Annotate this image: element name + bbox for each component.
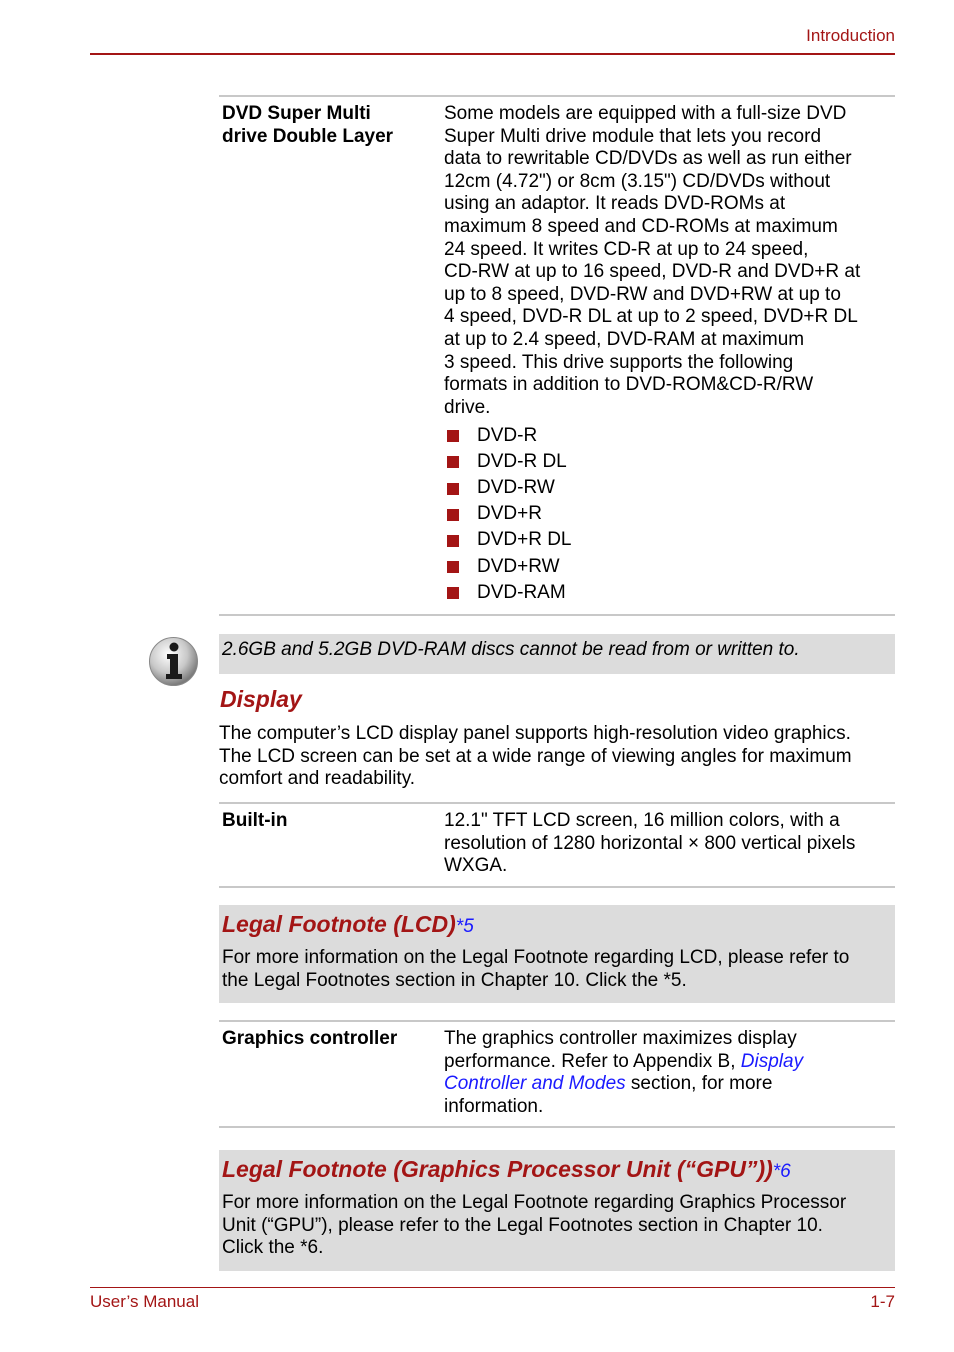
list-item [444,528,890,554]
legal-footnote-body [222,1192,892,1260]
display-paragraph [219,723,899,791]
paragraph-line: The computer’s LCD display panel supports high-resolution video graphics. [219,723,851,744]
legal-body-line: For more information on the Legal Footnote regarding LCD, please refer to [222,947,850,968]
page-number: 1-7 [870,1292,895,1311]
desc-line: 4 speed, DVD-R DL at up to 2 speed, DVD+R DL [444,306,858,328]
footer-rule [90,1287,895,1288]
table-bottom-rule [219,1126,895,1128]
legal-body-line: For more information on the Legal Footnote regarding Graphics Processor [222,1192,847,1213]
desc-line: WXGA. [444,855,508,877]
format-label: DVD+RW [477,555,560,577]
desc-text: section, for more [625,1073,773,1095]
legal-footnote-body [222,947,892,992]
legal-title-text: Legal Footnote (LCD) [222,911,456,937]
legal-title-text: Legal Footnote (Graphics Processor Unit (“GPU”)) [222,1156,773,1182]
square-bullet-icon [447,535,459,547]
spec-term [219,103,444,606]
format-label: DVD-R [477,425,538,447]
display-modes-link[interactable]: Controller and Modes [444,1073,626,1095]
note-box [219,634,895,674]
desc-line: formats in addition to DVD-ROM&CD-R/RW [444,374,814,396]
footnote-ref-link[interactable]: *6 [772,1161,791,1182]
format-label: DVD-R DL [477,451,567,473]
spec-term: Graphics controller [222,1028,398,1049]
desc-line: data to rewritable CD/DVDs as well as run either [444,148,852,170]
header-rule [90,53,895,55]
legal-body-line: the Legal Footnotes section in Chapter 10. Click the *5. [222,969,687,991]
format-label: DVD+R [477,503,542,525]
desc-line: 12cm (4.72") or 8cm (3.15") CD/DVDs without [444,170,831,192]
footnote-ref-link[interactable]: *5 [455,916,474,937]
spec-term: Built-in [222,810,288,831]
desc-line: resolution of 1280 horizontal × 800 vertical pixels [444,832,856,854]
legal-body-line: Click the *6. [222,1237,324,1259]
desc-line: The graphics controller maximizes display [444,1028,797,1049]
table-row [219,804,895,886]
desc-line: using an adaptor. It reads DVD-ROMs at [444,193,786,215]
display-modes-link[interactable]: Display [740,1050,804,1072]
square-bullet-icon [447,509,459,521]
desc-line: at up to 2.4 speed, DVD-RAM at maximum [444,328,805,350]
desc-line [444,1073,890,1096]
spec-description [444,103,890,606]
list-item [444,449,890,475]
desc-line: Super Multi drive module that lets you record [444,125,822,147]
desc-line: Some models are equipped with a full-size DVD [444,103,847,124]
list-item [444,502,890,528]
legal-footnote-lcd-box [219,905,895,1003]
desc-line: 24 speed. It writes CD-R at up to 24 speed, [444,238,809,260]
format-list [444,423,890,606]
square-bullet-icon [447,483,459,495]
desc-line: CD-RW at up to 16 speed, DVD-R and DVD+R at [444,261,861,283]
desc-line [444,1051,890,1074]
graphics-spec-table [219,1020,895,1128]
list-item [444,554,890,580]
square-bullet-icon [447,587,459,599]
format-label: DVD-RW [477,477,555,499]
desc-line: information. [444,1095,544,1117]
legal-body-line: Unit (“GPU”), please refer to the Legal Footnotes section in Chapter 10. [222,1214,823,1236]
builtin-spec-table [219,802,895,888]
desc-line: maximum 8 speed and CD-ROMs at maximum [444,215,838,237]
paragraph-line: comfort and readability. [219,768,416,790]
note-text: 2.6GB and 5.2GB DVD-RAM discs cannot be read from or written to. [222,639,800,660]
table-bottom-rule [219,614,895,616]
format-label: DVD-RAM [477,581,566,603]
table-bottom-rule [219,886,895,888]
format-label: DVD+R DL [477,529,572,551]
list-item [444,423,890,449]
spec-term-line: DVD Super Multi [222,103,371,124]
legal-footnote-gpu-box [219,1150,895,1271]
header-section-title: Introduction [806,26,895,45]
desc-line: drive. [444,396,491,418]
legal-footnote-title [222,1155,892,1186]
paragraph-line: The LCD screen can be set at a wide range of viewing angles for maximum [219,745,852,767]
list-item [444,580,890,606]
list-item [444,476,890,502]
legal-footnote-title [222,910,892,941]
dvd-spec-table [219,95,895,616]
info-icon [148,636,199,687]
desc-text: performance. Refer to Appendix B, [444,1050,741,1072]
square-bullet-icon [447,456,459,468]
desc-line: up to 8 speed, DVD-RW and DVD+RW at up to [444,283,841,305]
desc-line: 12.1" TFT LCD screen, 16 million colors, with a [444,810,840,831]
spec-description [444,1028,890,1118]
square-bullet-icon [447,430,459,442]
square-bullet-icon [447,561,459,573]
table-row [219,1022,895,1126]
footer-manual-title: User’s Manual [90,1292,199,1311]
desc-line: 3 speed. This drive supports the following [444,351,794,373]
section-heading-display: Display [220,686,302,712]
spec-term-line: drive Double Layer [222,125,394,147]
spec-description [444,810,890,878]
table-row [219,97,895,614]
